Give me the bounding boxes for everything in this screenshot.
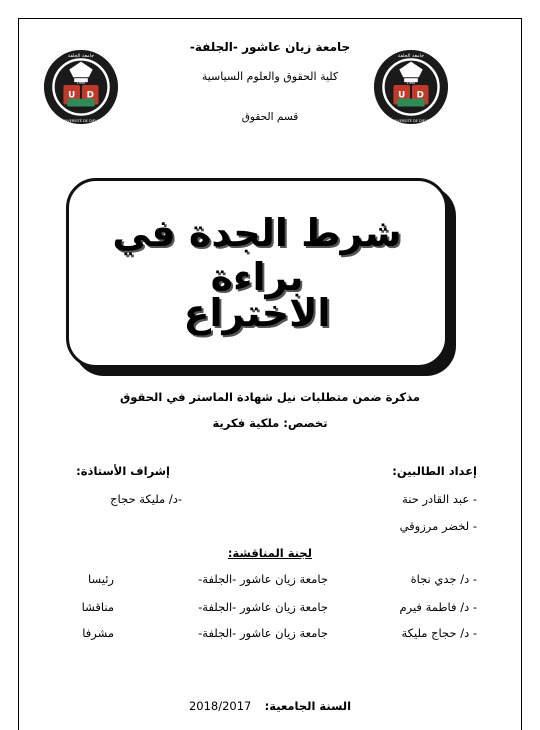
supervisor-name: -د/ مليكة حجاج (110, 492, 182, 506)
svg-text:D: D (86, 90, 94, 101)
committee-member-institution: جامعة زيان عاشور -الجلفة- (198, 572, 328, 586)
committee-member-institution: جامعة زيان عاشور -الجلفة- (198, 600, 328, 614)
title-box (66, 178, 448, 368)
committee-heading: لجنة المناقشة: (227, 546, 312, 560)
committee-member-name: - د/ فاطمة فيرم (399, 600, 477, 614)
department-name: قسم الحقوق (241, 111, 299, 123)
committee-member-name: - د/ حجاج مليكة (401, 626, 477, 640)
specialization: تخصص: ملكية فكرية (212, 416, 328, 430)
svg-text:جامعة الجلفة: جامعة الجلفة (397, 52, 425, 59)
committee-member-role: رئيسا (88, 572, 114, 586)
university-name: جامعة زيان عاشور -الجلفة- (189, 40, 351, 54)
memo-description: مذكرة ضمن متطلبات نيل شهادة الماستر في الحقوق (120, 390, 420, 404)
title-line-2: الاختراع (183, 291, 331, 335)
academic-year-label: السنة الجامعية: (264, 699, 352, 713)
svg-text:U: U (68, 90, 76, 101)
academic-year-value: 2018/2017 (188, 699, 252, 713)
svg-text:1990: 1990 (406, 81, 416, 86)
svg-text:UNIVERSITÉ DE DJELFA: UNIVERSITÉ DE DJELFA (61, 119, 101, 124)
committee-member-name: - د/ جدي نجاة (410, 572, 477, 586)
academic-year (0, 699, 540, 713)
svg-text:UNIVERSITÉ DE DJELFA: UNIVERSITÉ DE DJELFA (391, 119, 431, 124)
committee-member-role: مشرفا (82, 626, 114, 640)
svg-text:U: U (398, 90, 406, 101)
title-line-1: شرط الجدة في براءة (112, 211, 402, 299)
supervisor-heading: إشراف الأستاذة: (76, 464, 170, 478)
committee-member-institution: جامعة زيان عاشور -الجلفة- (198, 626, 328, 640)
university-logo-left (42, 48, 120, 126)
committee-member-role: مناقشا (81, 600, 114, 614)
svg-text:D: D (416, 90, 424, 101)
students-heading: إعداد الطالبين: (392, 464, 477, 478)
svg-text:جامعة الجلفة: جامعة الجلفة (67, 52, 95, 59)
student-name-2: - لخضر مرزوقي (399, 519, 477, 533)
faculty-name: كلية الحقوق والعلوم السياسية (201, 70, 339, 83)
student-name-1: - عبد القادر حنة (402, 492, 477, 506)
svg-text:1990: 1990 (76, 81, 86, 86)
